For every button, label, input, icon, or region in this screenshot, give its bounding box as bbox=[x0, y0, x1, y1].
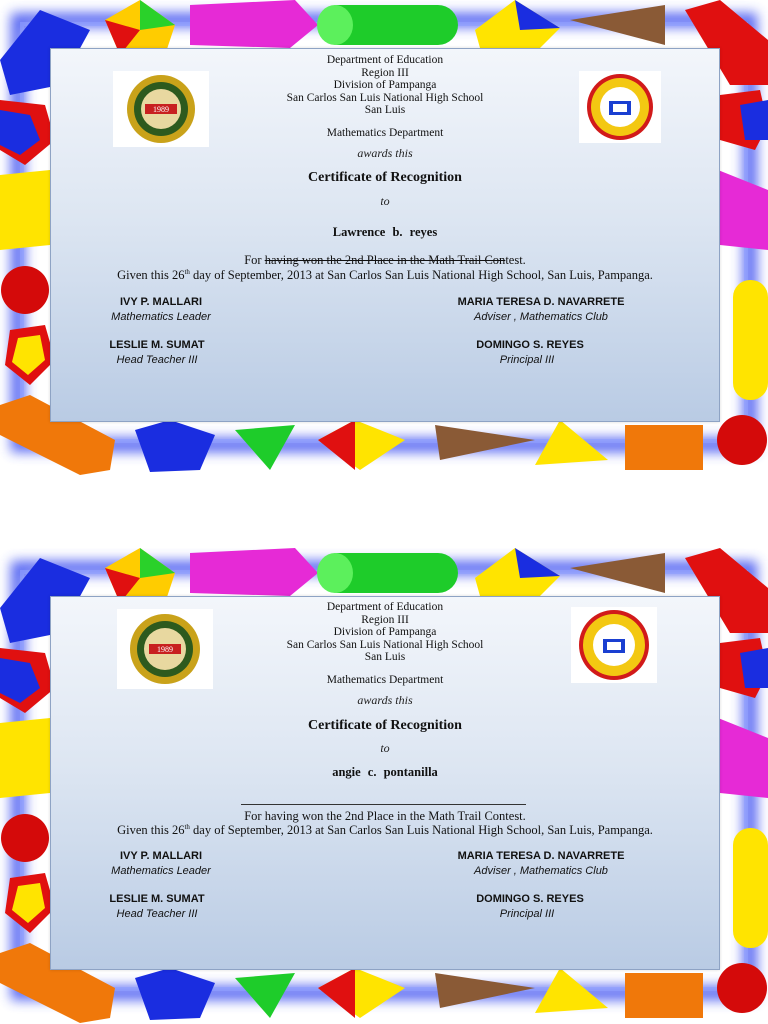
department-name: Mathematics Department bbox=[326, 674, 444, 686]
cone-shape bbox=[435, 973, 535, 1008]
blue-cube-shape bbox=[135, 968, 215, 1020]
red-sphere-shape bbox=[1, 266, 49, 314]
signatory-name: LESLIE M. SUMAT bbox=[109, 339, 205, 351]
signatory-name: DOMINGO S. REYES bbox=[476, 339, 584, 351]
signatory-name: IVY P. MALLARI bbox=[119, 296, 203, 308]
signatory-name: MARIA TERESA D. NAVARRETE bbox=[457, 296, 625, 308]
signatory-role: Mathematics Leader bbox=[111, 311, 211, 323]
signatory-name: IVY P. MALLARI bbox=[119, 850, 203, 862]
certificate-title: Certificate of Recognition bbox=[308, 718, 462, 733]
header-line: Department of Education bbox=[326, 54, 444, 66]
signatory-role: Principal III bbox=[499, 354, 555, 366]
header-block bbox=[51, 54, 719, 117]
signature-line bbox=[241, 804, 526, 805]
signatory-role: Principal III bbox=[499, 908, 555, 920]
to-text: to bbox=[380, 194, 390, 208]
header-line: San Luis bbox=[364, 104, 406, 116]
given-line: Given this 26th day of September, 2013 at San Carlos San Luis National High School, San Luis, Pampanga. bbox=[117, 267, 653, 282]
blue-cube-shape bbox=[135, 420, 215, 472]
header-line: Department of Education bbox=[326, 601, 444, 613]
signatory-role: Adviser , Mathematics Club bbox=[474, 865, 608, 877]
header-line: Region III bbox=[361, 66, 409, 79]
certificate-1 bbox=[0, 0, 768, 476]
signatory-role: Mathematics Leader bbox=[111, 865, 211, 877]
magenta-prism-shape bbox=[718, 718, 768, 798]
magenta-prism-shape bbox=[190, 548, 318, 596]
yellow-cylinder-shape bbox=[733, 280, 768, 400]
magenta-prism-shape bbox=[190, 0, 318, 48]
header-line: San Carlos San Luis National High School bbox=[286, 638, 484, 651]
signatory-role: Head Teacher III bbox=[116, 354, 198, 366]
department-name: Mathematics Department bbox=[326, 127, 444, 139]
awards-text: awards this bbox=[357, 693, 413, 707]
recipient-name: Lawrence b. reyes bbox=[332, 225, 438, 239]
svg-text:1989: 1989 bbox=[153, 105, 169, 114]
recipient-name: angie c. pontanilla bbox=[332, 765, 438, 779]
magenta-prism-shape bbox=[718, 170, 768, 250]
yellow-cylinder-shape bbox=[733, 828, 768, 948]
signatory-role: Head Teacher III bbox=[116, 908, 198, 920]
awards-text: awards this bbox=[357, 146, 413, 160]
given-line: Given this 26th day of September, 2013 at San Carlos San Luis National High School, San Luis, Pampanga. bbox=[117, 822, 653, 837]
struck-text: having won the 2nd Place in the Math Trail Con bbox=[264, 253, 506, 267]
signatory-role: Adviser , Mathematics Club bbox=[474, 311, 608, 323]
certificate-card bbox=[50, 48, 720, 422]
header-line: Division of Pampanga bbox=[333, 626, 437, 638]
certificate-2 bbox=[0, 548, 768, 1024]
signatory-name: LESLIE M. SUMAT bbox=[109, 893, 205, 905]
orange-prism-shape bbox=[625, 425, 703, 470]
yellow-prism-shape bbox=[0, 718, 50, 798]
yellow-prism-shape bbox=[0, 170, 50, 250]
red-sphere-shape bbox=[1, 814, 49, 862]
orange-prism-shape bbox=[625, 973, 703, 1018]
header-block bbox=[51, 601, 719, 664]
red-sphere-shape bbox=[717, 415, 767, 465]
header-line: San Carlos San Luis National High School bbox=[286, 91, 484, 104]
cone-shape bbox=[435, 425, 535, 460]
reason-line: For having won the 2nd Place in the Math Trail Contest. bbox=[244, 253, 526, 267]
header-line: Division of Pampanga bbox=[333, 79, 437, 91]
signatory-name: MARIA TERESA D. NAVARRETE bbox=[457, 850, 625, 862]
signatory-name: DOMINGO S. REYES bbox=[476, 893, 584, 905]
svg-text:1989: 1989 bbox=[157, 645, 173, 654]
header-line: San Luis bbox=[364, 651, 406, 663]
certificate-card bbox=[50, 596, 720, 970]
certificate-title: Certificate of Recognition bbox=[308, 170, 462, 185]
red-sphere-shape bbox=[717, 963, 767, 1013]
reason-line: For having won the 2nd Place in the Math Trail Contest. bbox=[244, 809, 526, 823]
to-text: to bbox=[380, 741, 390, 755]
header-line: Region III bbox=[361, 613, 409, 626]
